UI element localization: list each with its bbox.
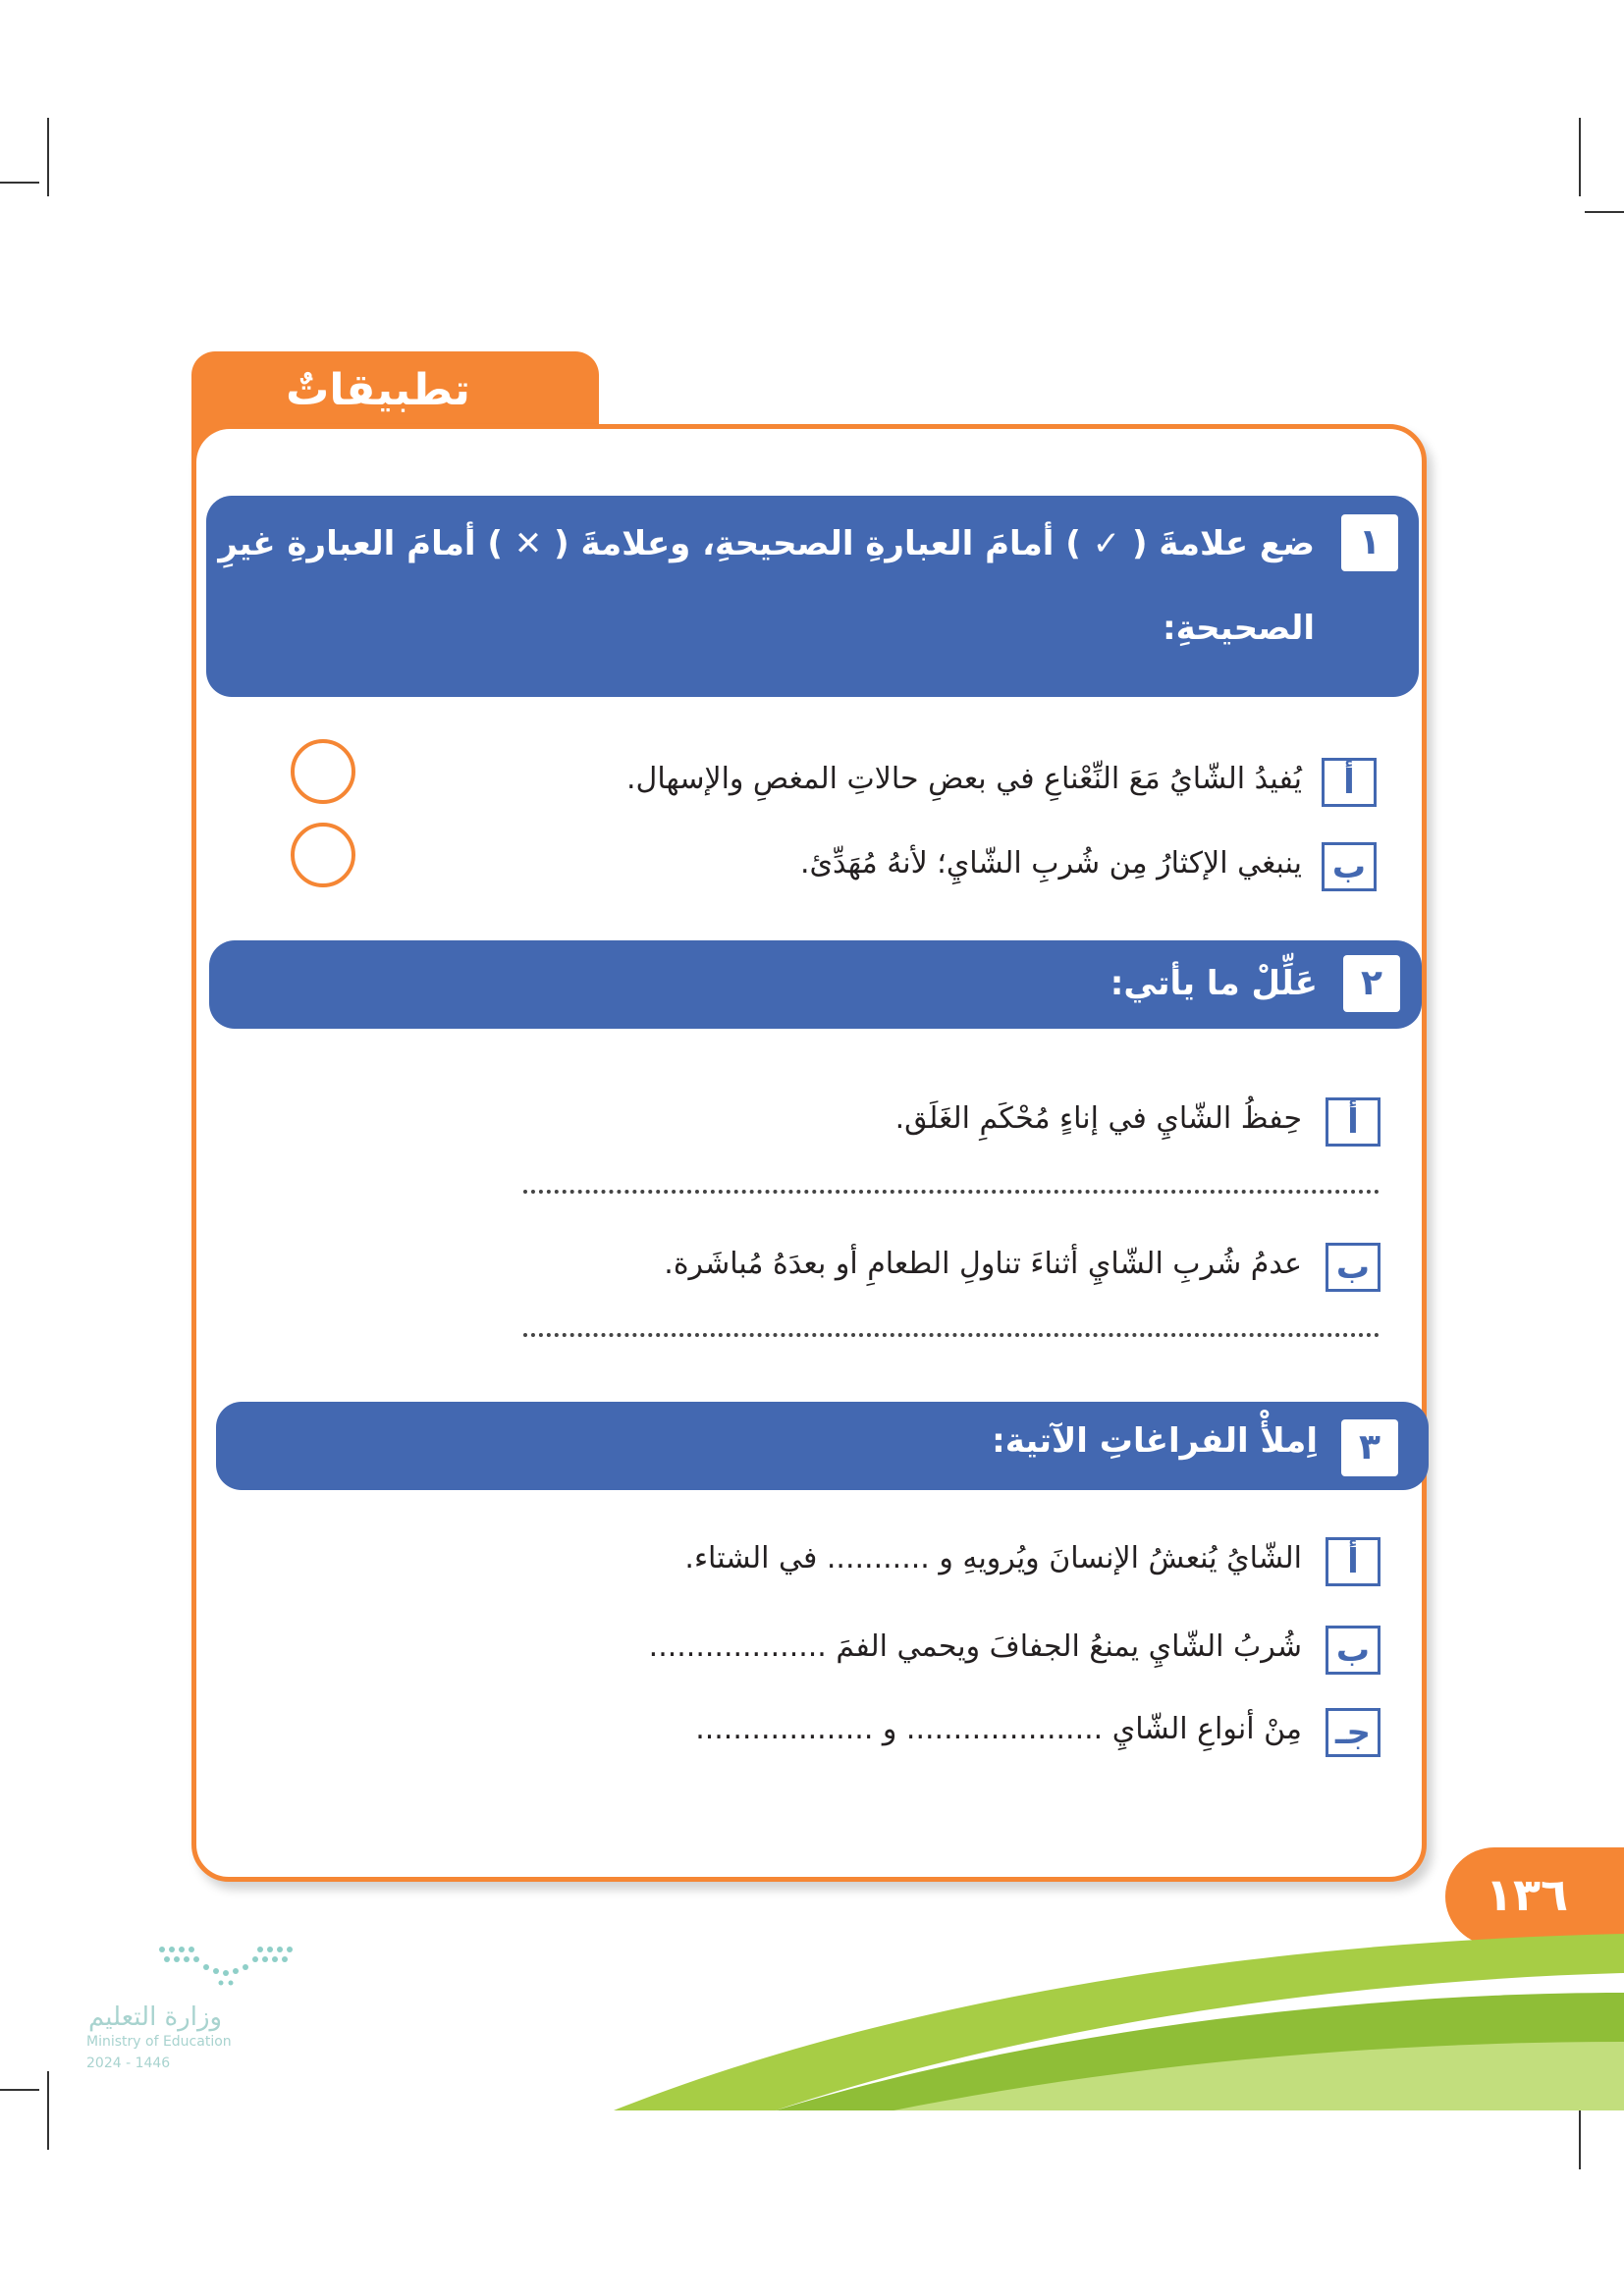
ministry-year: 2024 - 1446	[86, 2056, 171, 2071]
item-text-3b: شُربُ الشّايِ يمنعُ الجفافَ ويحمي الفمَ ...................	[648, 1629, 1302, 1664]
tab-join-inner	[196, 429, 275, 488]
item-text-1a: يُفيدُ الشّايُ مَعَ النِّعْناعِ في بعضِ حالاتِ المغصِ والإسهال.	[626, 762, 1302, 796]
item-text-2b: عدمُ شُربِ الشّايِ أثناءَ تناولِ الطعامِ أو بعدَهُ مُباشَرة.	[664, 1247, 1302, 1281]
item-letter-3a: أ	[1326, 1537, 1380, 1586]
item-letter-3c: جـ	[1326, 1708, 1380, 1757]
crop-mark	[0, 182, 39, 184]
ministry-name-arabic: وزارة التعليم	[88, 2002, 223, 2032]
answer-line-2a[interactable]	[523, 1190, 1380, 1194]
answer-line-2b[interactable]	[523, 1333, 1380, 1337]
crop-mark	[1579, 118, 1581, 196]
question-3-instruction: اِملأْ الفراغاتِ الآتية:	[992, 1421, 1318, 1461]
question-3-number: ٣	[1341, 1419, 1398, 1476]
item-text-3a: الشّايُ يُنعشُ الإنسانَ ويُرويهِ و ........... في الشتاء.	[684, 1541, 1302, 1575]
answer-circle-1a[interactable]	[291, 739, 355, 804]
question-1-number: ١	[1341, 514, 1398, 571]
item-letter-2a: أ	[1326, 1097, 1380, 1147]
item-text-3c: مِنْ أنواعِ الشّايِ ..................... و ...................	[695, 1712, 1302, 1746]
decorative-swoosh	[589, 1914, 1624, 2110]
section-title: تطبيقاتٌ عامّة	[286, 365, 470, 474]
question-2-number: ٢	[1343, 955, 1400, 1012]
crop-mark	[47, 2071, 49, 2150]
item-text-2a: حِفظُ الشّايِ في إناءٍ مُحْكَمِ الغَلَق.	[894, 1101, 1302, 1136]
item-letter-1b: ب	[1322, 842, 1377, 891]
page-number: ١٣٦	[1485, 1868, 1569, 1921]
item-text-1b: ينبغي الإكثارُ مِن شُربِ الشّايِ؛ لأنهُ مُهَدِّئ.	[800, 846, 1302, 881]
answer-circle-1b[interactable]	[291, 823, 355, 887]
item-letter-1a: أ	[1322, 758, 1377, 807]
crop-mark	[47, 118, 49, 196]
crop-mark	[0, 2089, 39, 2091]
ministry-name-english: Ministry of Education	[86, 2034, 232, 2050]
question-2-instruction: عَلِّلْ ما يأتي:	[1110, 964, 1318, 1003]
item-letter-3b: ب	[1326, 1626, 1380, 1675]
ministry-logo-icon	[152, 1942, 299, 1991]
question-1-instruction-line1: ضع علامةَ ( ✓ ) أمامَ العبارةِ الصحيحةِ، وعلامةَ ( ✕ ) أمامَ العبارةِ غيرِ	[218, 524, 1315, 563]
item-letter-2b: ب	[1326, 1243, 1380, 1292]
crop-mark	[1585, 211, 1624, 213]
question-1-instruction-line2: الصحيحةِ:	[1162, 609, 1315, 648]
